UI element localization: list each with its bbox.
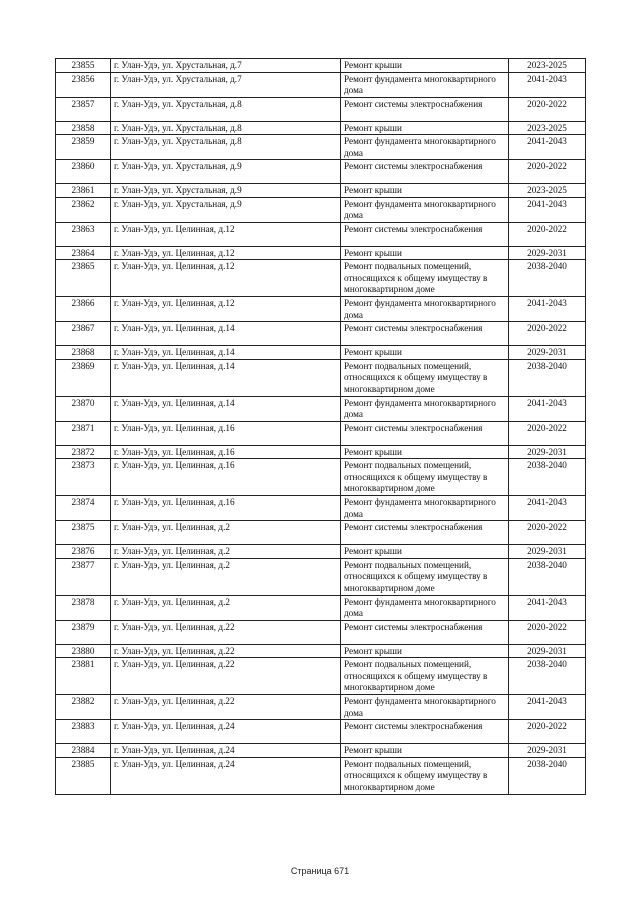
table-row [56,545,586,559]
work-type-cell: Ремонт крыши [341,121,509,135]
address-cell: г. Улан-Удэ, ул. Целинная, д.24 [111,757,341,794]
period-cell: 2020-2022 [509,222,586,246]
row-number: 23865 [56,260,111,297]
row-number: 23870 [56,396,111,421]
period-cell: 2041-2043 [509,72,586,97]
period-cell: 2029-2031 [509,346,586,360]
period-cell: 2041-2043 [509,297,586,322]
row-number: 23868 [56,346,111,360]
table-row [56,558,586,595]
period-cell: 2038-2040 [509,260,586,297]
period-cell: 2041-2043 [509,197,586,222]
work-type-cell: Ремонт системы электроснабжения [341,521,509,545]
address-cell: г. Улан-Удэ, ул. Целинная, д.22 [111,644,341,658]
work-type-cell: Ремонт фундамента многоквартирного дома [341,197,509,222]
period-cell: 2020-2022 [509,521,586,545]
period-cell: 2023-2025 [509,121,586,135]
work-type-cell: Ремонт крыши [341,184,509,198]
period-cell: 2041-2043 [509,595,586,620]
address-cell: г. Улан-Удэ, ул. Хрустальная, д.7 [111,59,341,73]
table-row [56,595,586,620]
period-cell: 2041-2043 [509,695,586,720]
address-cell: г. Улан-Удэ, ул. Целинная, д.14 [111,346,341,360]
work-type-cell: Ремонт фундамента многоквартирного дома [341,297,509,322]
work-type-cell: Ремонт крыши [341,644,509,658]
work-type-cell: Ремонт системы электроснабжения [341,222,509,246]
period-cell: 2029-2031 [509,445,586,459]
period-cell: 2038-2040 [509,757,586,794]
work-type-cell: Ремонт системы электроснабжения [341,620,509,644]
table-row [56,496,586,521]
address-cell: г. Улан-Удэ, ул. Целинная, д.12 [111,297,341,322]
table-row [56,658,586,695]
row-number: 23878 [56,595,111,620]
period-cell: 2020-2022 [509,97,586,121]
table-row [56,59,586,73]
table-row [56,246,586,260]
work-type-cell: Ремонт фундамента многоквартирного дома [341,72,509,97]
table-row [56,197,586,222]
address-cell: г. Улан-Удэ, ул. Целинная, д.22 [111,695,341,720]
work-type-cell: Ремонт подвальных помещений, относящихся к общему имуществу в многоквартирном доме [341,757,509,794]
row-number: 23861 [56,184,111,198]
period-cell: 2038-2040 [509,359,586,396]
period-cell: 2041-2043 [509,135,586,160]
table-row [56,396,586,421]
address-cell: г. Улан-Удэ, ул. Целинная, д.2 [111,558,341,595]
address-cell: г. Улан-Удэ, ул. Целинная, д.12 [111,246,341,260]
period-cell: 2029-2031 [509,644,586,658]
period-cell: 2038-2040 [509,558,586,595]
row-number: 23876 [56,545,111,559]
work-type-cell: Ремонт фундамента многоквартирного дома [341,695,509,720]
row-number: 23855 [56,59,111,73]
work-type-cell: Ремонт подвальных помещений, относящихся к общему имуществу в многоквартирном доме [341,260,509,297]
period-cell: 2029-2031 [509,744,586,758]
work-type-cell: Ремонт крыши [341,246,509,260]
page-number: Страница 671 [290,866,350,876]
period-cell: 2023-2025 [509,59,586,73]
address-cell: г. Улан-Удэ, ул. Целинная, д.22 [111,620,341,644]
work-type-cell: Ремонт подвальных помещений, относящихся к общему имуществу в многоквартирном доме [341,558,509,595]
period-cell: 2020-2022 [509,720,586,744]
period-cell: 2038-2040 [509,459,586,496]
row-number: 23875 [56,521,111,545]
row-number: 23858 [56,121,111,135]
table-row [56,644,586,658]
row-number: 23856 [56,72,111,97]
row-number: 23879 [56,620,111,644]
address-cell: г. Улан-Удэ, ул. Целинная, д.2 [111,545,341,559]
table-row [56,459,586,496]
address-cell: г. Улан-Удэ, ул. Хрустальная, д.9 [111,160,341,184]
work-type-cell: Ремонт крыши [341,445,509,459]
table-row [56,121,586,135]
table-row [56,359,586,396]
table-row [56,421,586,445]
address-cell: г. Улан-Удэ, ул. Целинная, д.2 [111,521,341,545]
address-cell: г. Улан-Удэ, ул. Целинная, д.2 [111,595,341,620]
table-row [56,744,586,758]
row-number: 23867 [56,322,111,346]
address-cell: г. Улан-Удэ, ул. Хрустальная, д.8 [111,121,341,135]
address-cell: г. Улан-Удэ, ул. Хрустальная, д.8 [111,97,341,121]
table-row [56,322,586,346]
table-row [56,346,586,360]
table-row [56,135,586,160]
row-number: 23857 [56,97,111,121]
work-type-cell: Ремонт системы электроснабжения [341,97,509,121]
work-type-cell: Ремонт фундамента многоквартирного дома [341,396,509,421]
table-row [56,72,586,97]
row-number: 23881 [56,658,111,695]
row-number: 23872 [56,445,111,459]
address-cell: г. Улан-Удэ, ул. Целинная, д.24 [111,720,341,744]
address-cell: г. Улан-Удэ, ул. Целинная, д.12 [111,260,341,297]
table-row [56,695,586,720]
row-number: 23874 [56,496,111,521]
address-cell: г. Улан-Удэ, ул. Целинная, д.16 [111,459,341,496]
work-type-cell: Ремонт подвальных помещений, относящихся к общему имуществу в многоквартирном доме [341,359,509,396]
address-cell: г. Улан-Удэ, ул. Хрустальная, д.9 [111,184,341,198]
address-cell: г. Улан-Удэ, ул. Целинная, д.14 [111,359,341,396]
table-row [56,620,586,644]
period-cell: 2041-2043 [509,496,586,521]
table-row [56,445,586,459]
address-cell: г. Улан-Удэ, ул. Целинная, д.16 [111,445,341,459]
address-cell: г. Улан-Удэ, ул. Хрустальная, д.8 [111,135,341,160]
row-number: 23884 [56,744,111,758]
table-row [56,521,586,545]
period-cell: 2020-2022 [509,620,586,644]
table-row [56,757,586,794]
table-body [56,59,586,795]
period-cell: 2029-2031 [509,246,586,260]
work-type-cell: Ремонт крыши [341,346,509,360]
table-row [56,720,586,744]
work-type-cell: Ремонт системы электроснабжения [341,720,509,744]
period-cell: 2038-2040 [509,658,586,695]
row-number: 23880 [56,644,111,658]
address-cell: г. Улан-Удэ, ул. Целинная, д.12 [111,222,341,246]
row-number: 23862 [56,197,111,222]
period-cell: 2020-2022 [509,322,586,346]
works-table [55,58,586,795]
work-type-cell: Ремонт подвальных помещений, относящихся к общему имуществу в многоквартирном доме [341,459,509,496]
address-cell: г. Улан-Удэ, ул. Целинная, д.16 [111,496,341,521]
address-cell: г. Улан-Удэ, ул. Целинная, д.22 [111,658,341,695]
table-row [56,97,586,121]
work-type-cell: Ремонт фундамента многоквартирного дома [341,135,509,160]
table-row [56,222,586,246]
row-number: 23883 [56,720,111,744]
row-number: 23859 [56,135,111,160]
row-number: 23871 [56,421,111,445]
table-row [56,297,586,322]
row-number: 23885 [56,757,111,794]
work-type-cell: Ремонт системы электроснабжения [341,160,509,184]
address-cell: г. Улан-Удэ, ул. Целинная, д.14 [111,396,341,421]
table-row [56,184,586,198]
period-cell: 2020-2022 [509,160,586,184]
period-cell: 2041-2043 [509,396,586,421]
table-row [56,260,586,297]
work-type-cell: Ремонт крыши [341,59,509,73]
work-type-cell: Ремонт крыши [341,744,509,758]
period-cell: 2029-2031 [509,545,586,559]
row-number: 23860 [56,160,111,184]
row-number: 23873 [56,459,111,496]
address-cell: г. Улан-Удэ, ул. Целинная, д.16 [111,421,341,445]
work-type-cell: Ремонт системы электроснабжения [341,421,509,445]
address-cell: г. Улан-Удэ, ул. Хрустальная, д.9 [111,197,341,222]
row-number: 23866 [56,297,111,322]
row-number: 23869 [56,359,111,396]
row-number: 23863 [56,222,111,246]
address-cell: г. Улан-Удэ, ул. Целинная, д.24 [111,744,341,758]
table-row [56,160,586,184]
period-cell: 2020-2022 [509,421,586,445]
address-cell: г. Улан-Удэ, ул. Хрустальная, д.7 [111,72,341,97]
work-type-cell: Ремонт фундамента многоквартирного дома [341,595,509,620]
row-number: 23877 [56,558,111,595]
row-number: 23864 [56,246,111,260]
work-type-cell: Ремонт фундамента многоквартирного дома [341,496,509,521]
address-cell: г. Улан-Удэ, ул. Целинная, д.14 [111,322,341,346]
work-type-cell: Ремонт системы электроснабжения [341,322,509,346]
row-number: 23882 [56,695,111,720]
work-type-cell: Ремонт крыши [341,545,509,559]
work-type-cell: Ремонт подвальных помещений, относящихся к общему имуществу в многоквартирном доме [341,658,509,695]
period-cell: 2023-2025 [509,184,586,198]
